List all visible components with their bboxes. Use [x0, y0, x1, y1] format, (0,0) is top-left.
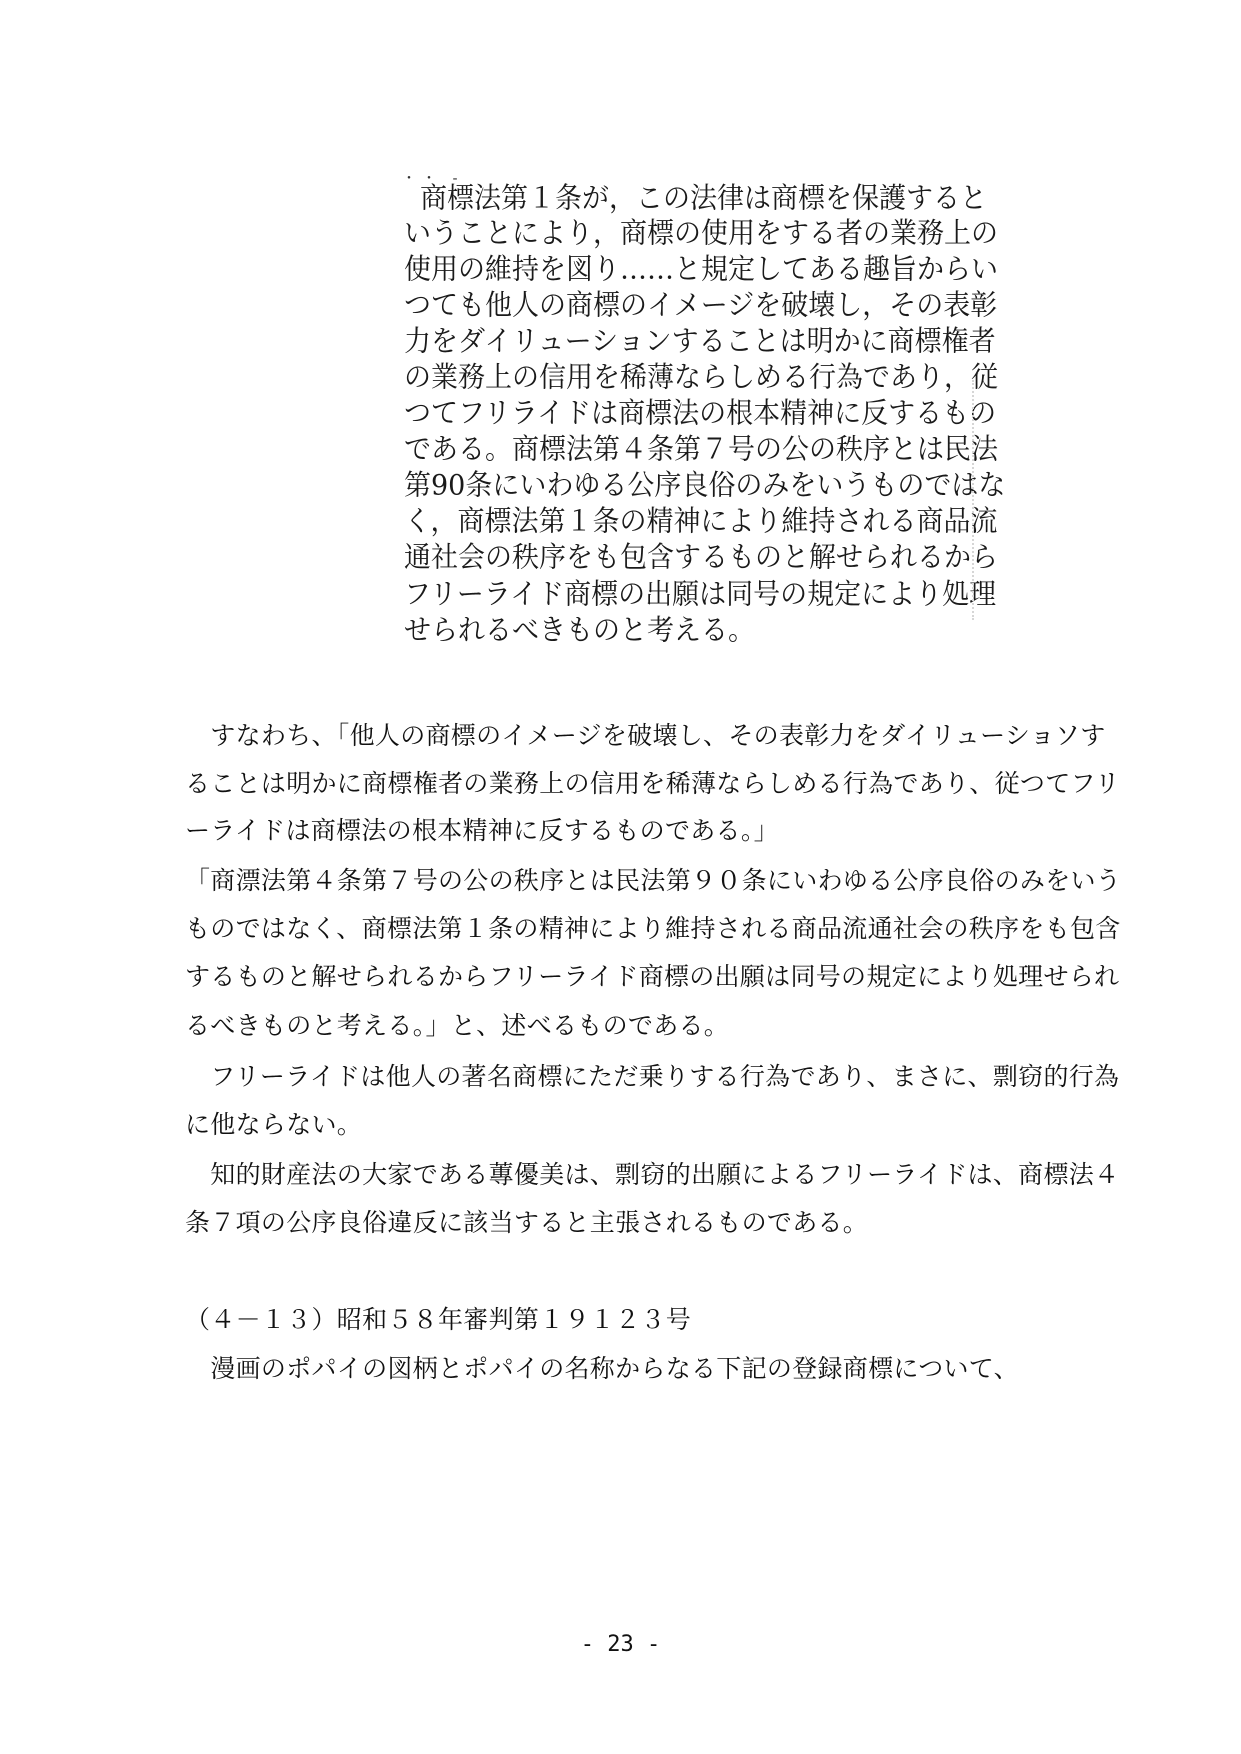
scan-line: 通社会の秩序をも包含するものと解せられるから: [404, 541, 998, 574]
scan-line: く，商標法第１条の精神により維持される商品流: [404, 505, 998, 538]
scan-line: せられるべきものと考える。: [404, 614, 755, 647]
scan-line: 第90条にいわゆる公序良俗のみをいうものではな: [404, 469, 1006, 502]
body-line: 知的財産法の大家である蓴優美は、剽窃的出願によるフリーライドは、商標法４: [185, 1160, 1120, 1189]
body-line: ることは明かに商標権者の業務上の信用を稀薄ならしめる行為であり、従つてフリ: [185, 769, 1121, 798]
body-line: に他ならない。: [185, 1110, 363, 1139]
scan-line: 力をダイリューションすることは明かに商標権者: [404, 325, 996, 358]
scan-line: つてフリライドは商標法の根本精神に反するもの: [404, 397, 997, 430]
body-line: フリーライドは他人の著名商標にただ乗りする行為であり、まさに、剽窃的行為: [185, 1062, 1120, 1091]
body-line: 「商漂法第４条第７号の公の秩序とは民法第９０条にいわゆる公序良俗のみをいう: [185, 866, 1122, 895]
scan-line: 使用の維持を図り……と規定してある趣旨からい: [404, 253, 998, 286]
scan-edge-noise: [972, 380, 982, 620]
scan-line: いうことにより，商標の使用をする者の業務上の: [404, 217, 998, 250]
scan-fragment-mark: ・・ -: [402, 171, 464, 187]
body-line: 漫画のポパイの図柄とポパイの名称からなる下記の登録商標について、: [185, 1354, 1019, 1383]
body-line: 条７項の公序良俗違反に該当すると主張されるものである。: [185, 1208, 869, 1237]
scan-line: である。商標法第４条第７号の公の秩序とは民法: [404, 433, 998, 466]
body-line: るべきものと考える。」と、述べるものである。: [185, 1011, 730, 1040]
scan-line: 商標法第１条が，この法律は商標を保護すると: [420, 182, 987, 215]
body-line: するものと解せられるからフリーライド商標の出願は同号の規定により処理せられ: [185, 962, 1120, 991]
section-heading: （４－１３）昭和５８年審判第１９１２３号: [185, 1305, 692, 1334]
body-line: ものではなく、商標法第１条の精神により維持される商品流通社会の秩序をも包含: [185, 914, 1121, 943]
scan-line: つても他人の商標のイメージを破壊し，その表彰: [404, 289, 998, 322]
body-line: ーライドは商標法の根本精神に反するものである。」: [185, 816, 779, 845]
body-line: すなわち、「他人の商標のイメージを破壊し、その表彰力をダイリューショソす: [185, 721, 1106, 750]
page-number: - 23 -: [580, 1632, 661, 1657]
scan-line: の業務上の信用を稀薄ならしめる行為であり，従: [404, 361, 998, 394]
scan-line: フリーライド商標の出願は同号の規定により処理: [404, 578, 997, 611]
